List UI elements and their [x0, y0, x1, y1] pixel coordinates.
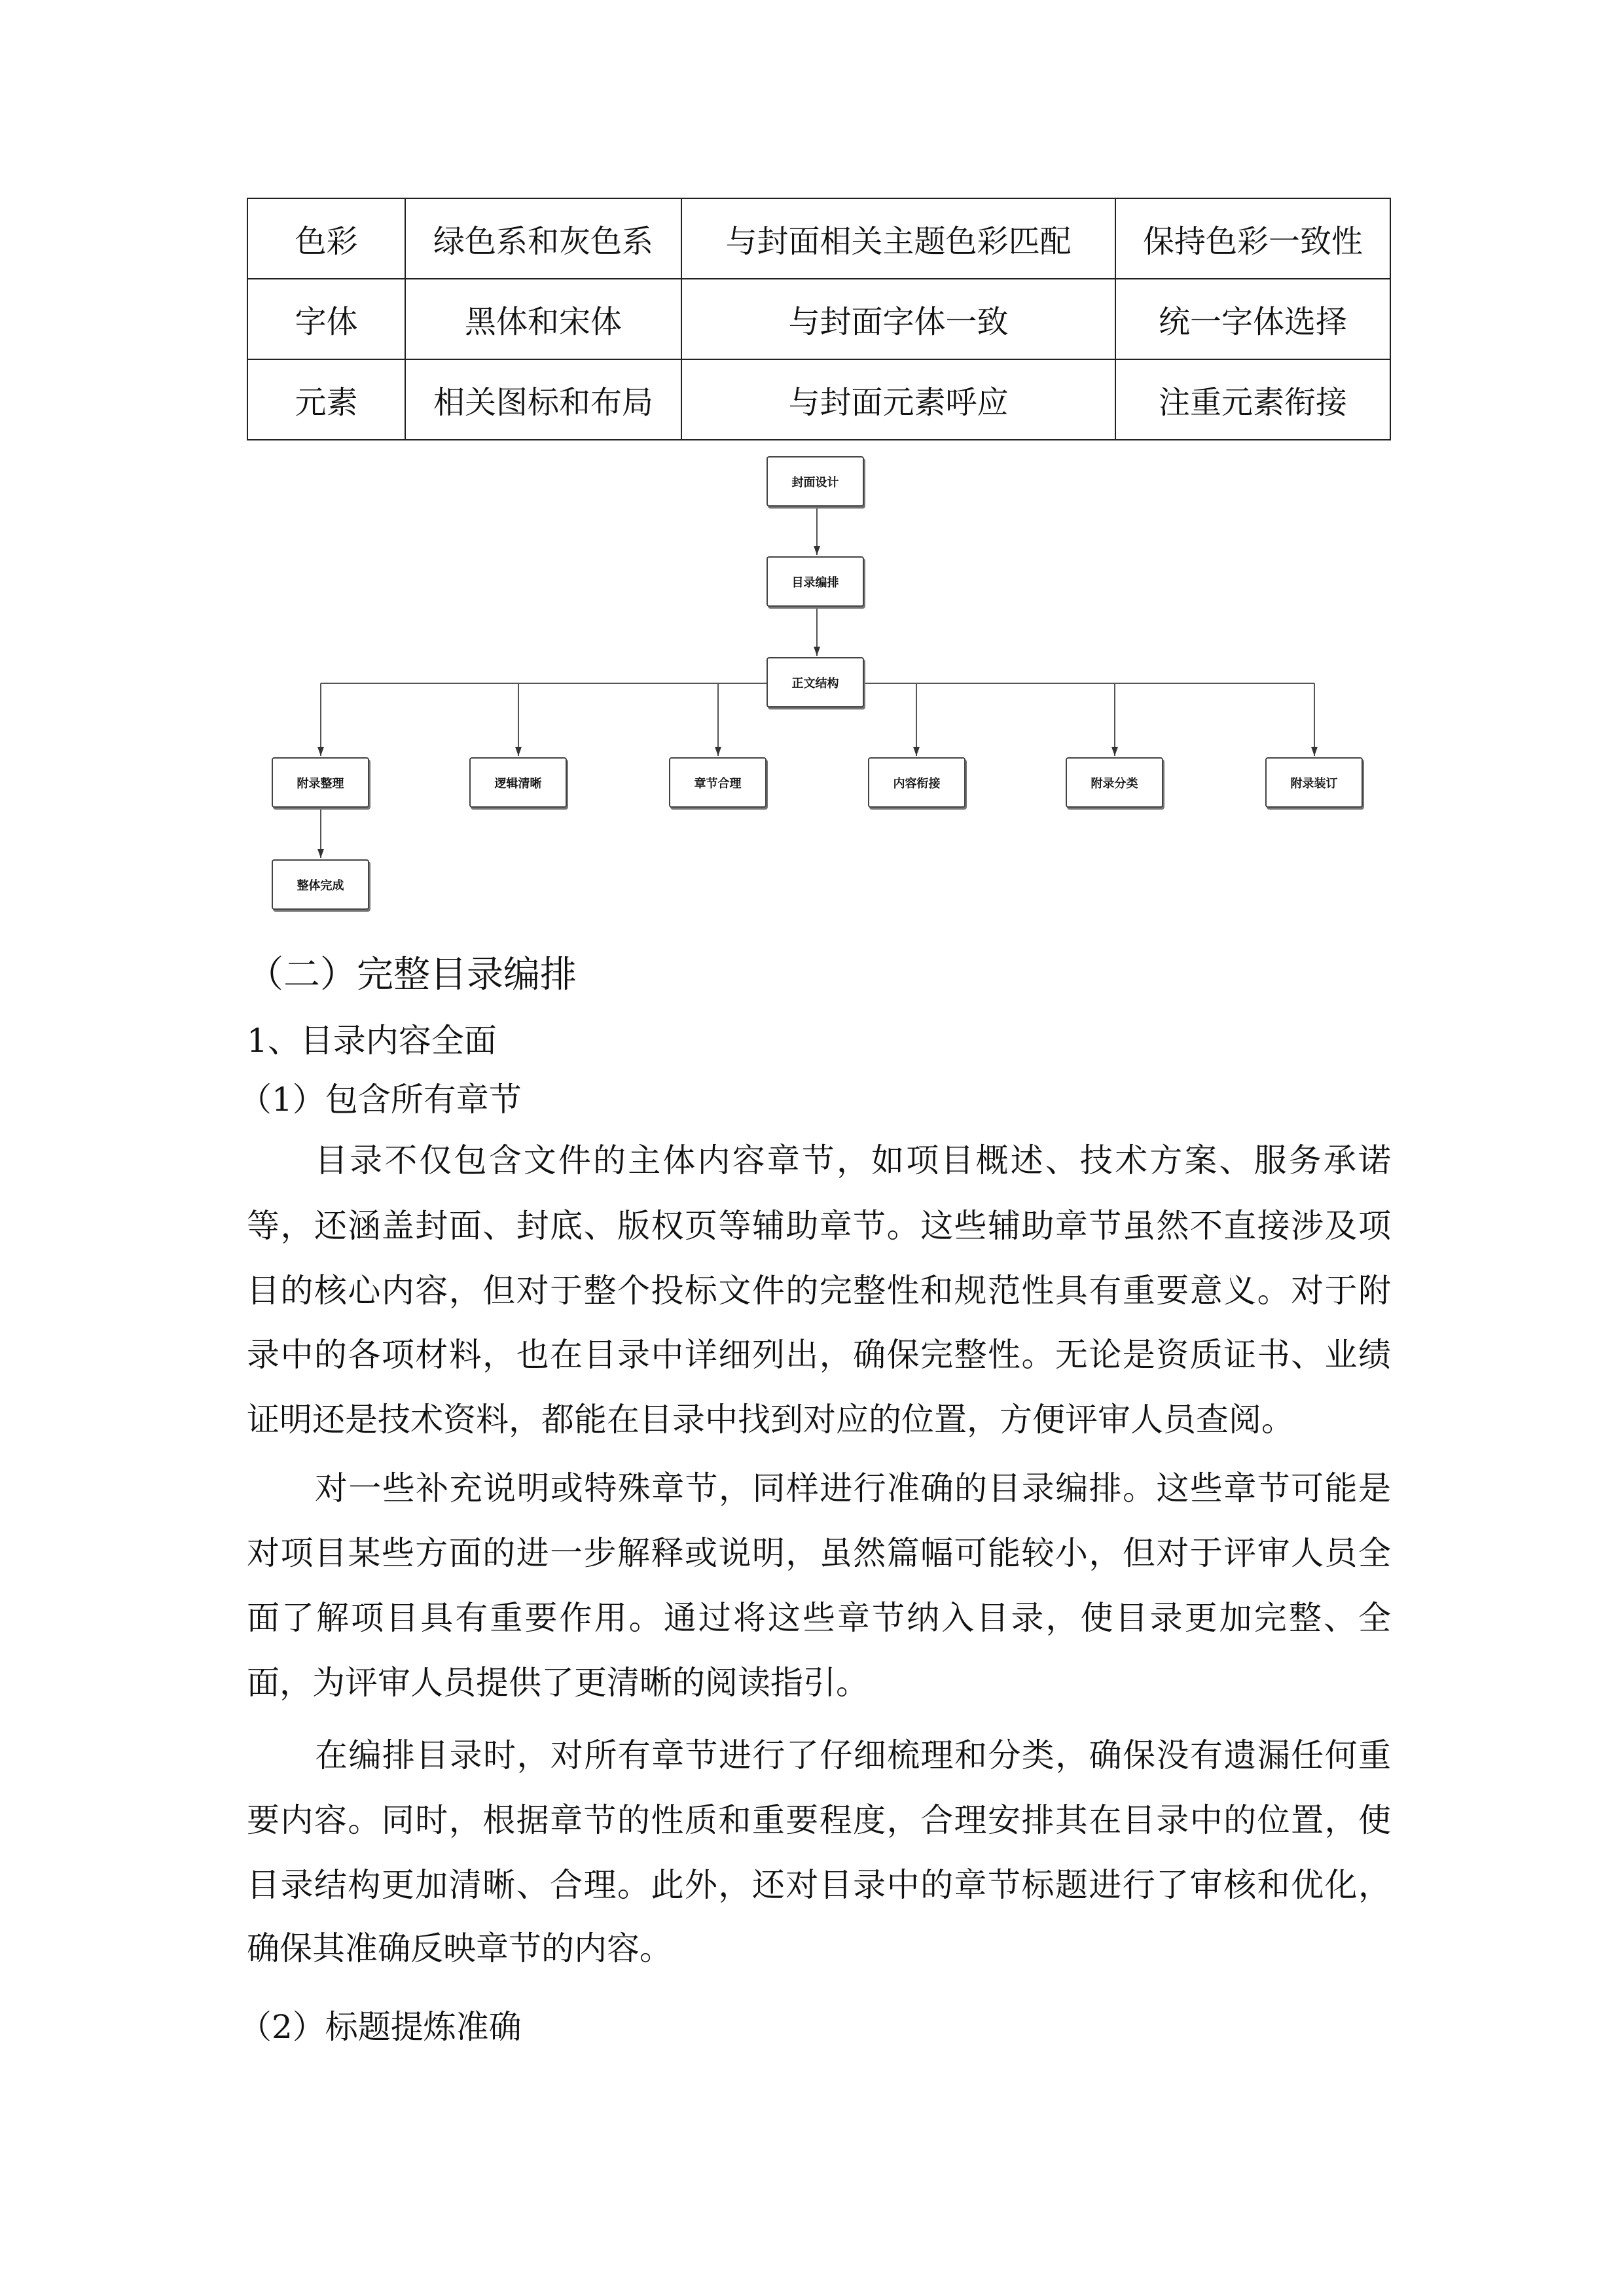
flow-node: 整体完成: [272, 859, 369, 910]
paragraph-line: 目的核心内容，但对于整个投标文件的完整性和规范性具有重要意义。对于附: [247, 1272, 1391, 1310]
paragraph-line: 确保其准确反映章节的内容。: [247, 1929, 672, 1967]
paragraph-line: 录中的各项材料，也在目录中详细列出，确保完整性。无论是资质证书、业绩: [247, 1336, 1391, 1374]
subheading: 1、目录内容全面: [247, 1022, 497, 1060]
flow-node: 附录整理: [272, 757, 369, 808]
paragraph-line: 面，为评审人员提供了更清晰的阅读指引。: [247, 1664, 869, 1702]
paragraph-line: 目录不仅包含文件的主体内容章节，如项目概述、技术方案、服务承诺: [315, 1141, 1391, 1179]
paragraph-line: 等，还涵盖封面、封底、版权页等辅助章节。这些辅助章节虽然不直接涉及项: [247, 1207, 1391, 1245]
flow-node: 附录装订: [1265, 757, 1363, 808]
subheading: （2）标题提炼准确: [239, 2008, 522, 2046]
flow-node: 正文结构: [767, 657, 864, 708]
paragraph-line: 在编排目录时，对所有章节进行了仔细梳理和分类，确保没有遗漏任何重: [315, 1736, 1391, 1774]
flow-node: 附录分类: [1066, 757, 1163, 808]
flow-node: 逻辑清晰: [469, 757, 567, 808]
flow-node: 章节合理: [669, 757, 767, 808]
table-cell: 字体: [247, 279, 405, 359]
table-cell: 绿色系和灰色系: [405, 198, 681, 279]
paragraph-line: 面了解项目具有重要作用。通过将这些章节纳入目录，使目录更加完整、全: [247, 1599, 1391, 1637]
flow-node: 封面设计: [767, 456, 864, 507]
table-cell: 注重元素衔接: [1115, 359, 1390, 440]
table-cell: 黑体和宋体: [405, 279, 681, 359]
table-cell: 统一字体选择: [1115, 279, 1390, 359]
subheading: （1）包含所有章节: [239, 1081, 522, 1119]
paragraph-line: 证明还是技术资料，都能在目录中找到对应的位置，方便评审人员查阅。: [247, 1401, 1294, 1439]
table-cell: 相关图标和布局: [405, 359, 681, 440]
table-cell: 保持色彩一致性: [1115, 198, 1390, 279]
paragraph-line: 对一些补充说明或特殊章节，同样进行准确的目录编排。这些章节可能是: [315, 1469, 1391, 1507]
section-heading: （二）完整目录编排: [247, 954, 577, 996]
table-cell: 与封面元素呼应: [681, 359, 1115, 440]
table-cell: 色彩: [247, 198, 405, 279]
paragraph-line: 对项目某些方面的进一步解释或说明，虽然篇幅可能较小，但对于评审人员全: [247, 1534, 1391, 1572]
flow-node: 内容衔接: [868, 757, 965, 808]
flow-node: 目录编排: [767, 556, 864, 607]
table-cell: 与封面相关主题色彩匹配: [681, 198, 1115, 279]
table-cell: 元素: [247, 359, 405, 440]
paragraph-line: 目录结构更加清晰、合理。此外，还对目录中的章节标题进行了审核和优化，: [247, 1866, 1391, 1904]
table-cell: 与封面字体一致: [681, 279, 1115, 359]
paragraph-line: 要内容。同时，根据章节的性质和重要程度，合理安排其在目录中的位置，使: [247, 1801, 1391, 1839]
